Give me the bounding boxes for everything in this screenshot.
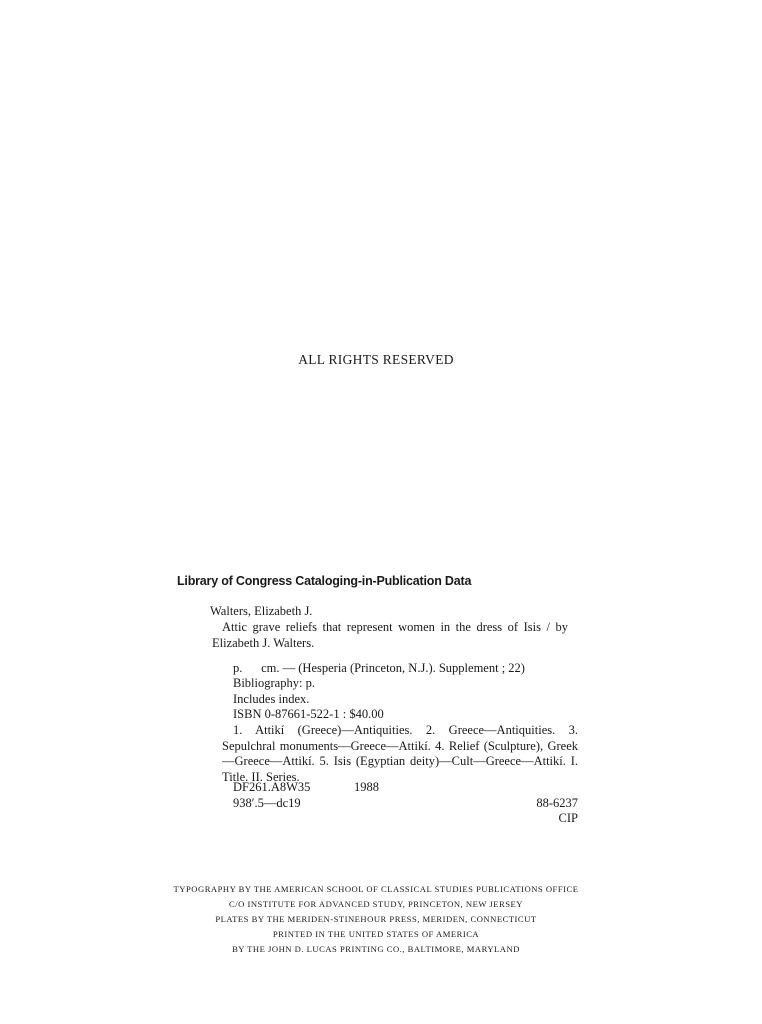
colophon (0, 882, 752, 957)
colophon-line: TYPOGRAPHY BY THE AMERICAN SCHOOL OF CLASSICAL STUDIES PUBLICATIONS OFFICE (173, 884, 579, 894)
cip-year: 1988 (354, 780, 379, 794)
cip-mark: CIP (558, 811, 578, 825)
colophon-line: PRINTED IN THE UNITED STATES OF AMERICA (272, 929, 480, 939)
cip-physical-description: p. cm. — (Hesperia (Princeton, N.J.). Supplement ; 22) (233, 661, 525, 675)
cip-dewey-number: 938′.5—dc19 (233, 796, 301, 810)
cip-title-statement: Attic grave reliefs that represent women in the dress of Isis / by Elizabeth J. Walters. (212, 620, 568, 650)
colophon-line: PLATES BY THE MERIDEN-STINEHOUR PRESS, MERIDEN, CONNECTICUT (215, 914, 537, 924)
cip-heading: Library of Congress Cataloging-in-Publication Data (177, 574, 472, 588)
cip-subject-headings: 1. Attikí (Greece)—Antiquities. 2. Greece—Antiquities. 3. Sepulchral monuments—Greece—Attikí. 4. Relief (Sculpture), Greek—Greece—Attikí. 5. Isis (Egyptian deity)—Cult—Greece—Attikí. I. Title. II. Series. (222, 723, 578, 784)
cip-call-number: DF261.A8W35 (233, 780, 311, 794)
cip-lccn: 88-6237 (536, 796, 578, 810)
cip-index-note: Includes index. (233, 692, 310, 706)
cip-author: Walters, Elizabeth J. (210, 604, 313, 618)
colophon-line: C/O INSTITUTE FOR ADVANCED STUDY, PRINCETON, NEW JERSEY (228, 899, 523, 909)
cip-isbn: ISBN 0-87661-522-1 : $40.00 (233, 707, 384, 721)
rights-reserved-notice: ALL RIGHTS RESERVED (298, 352, 454, 367)
colophon-line: BY THE JOHN D. LUCAS PRINTING CO., BALTIMORE, MARYLAND (232, 944, 520, 954)
cip-bibliography-note: Bibliography: p. (233, 676, 315, 690)
